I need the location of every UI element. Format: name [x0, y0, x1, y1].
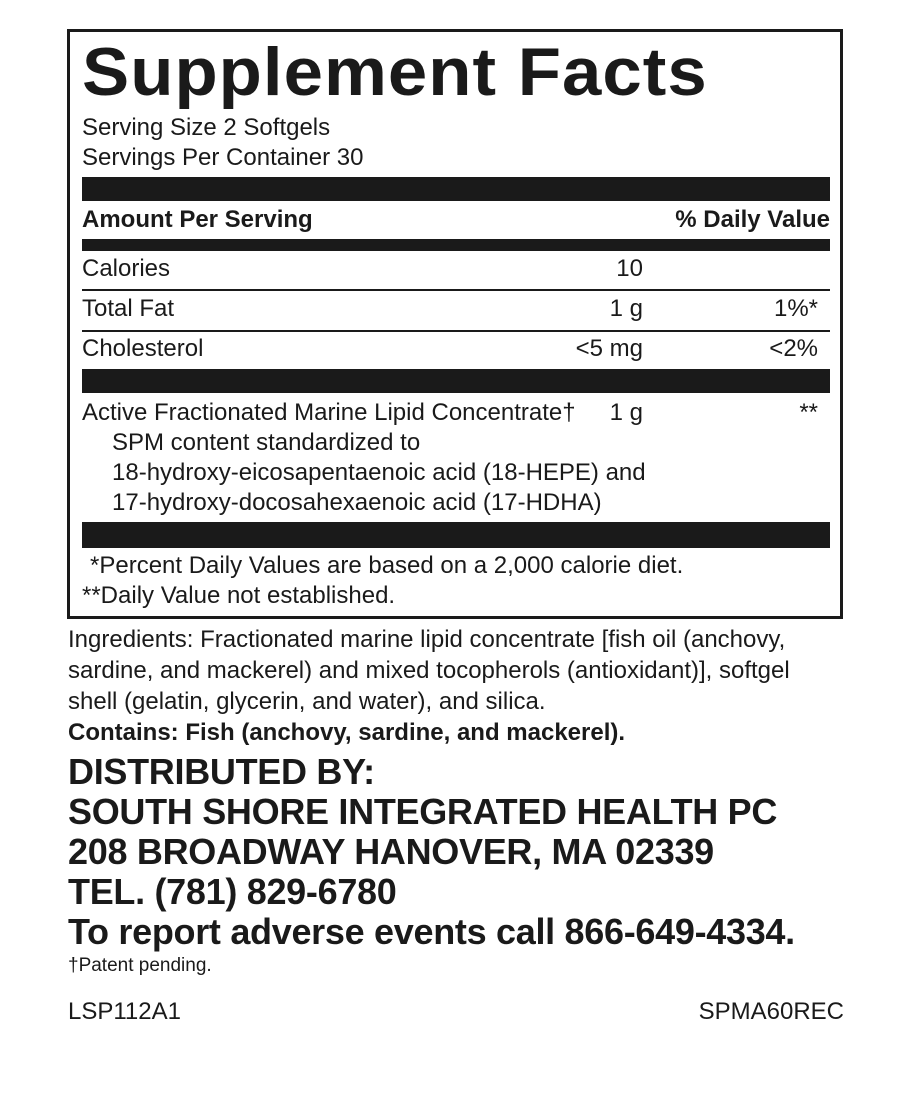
medium-divider [82, 239, 830, 251]
patent-note: †Patent pending. [68, 955, 212, 976]
thick-divider [82, 177, 830, 201]
ingredients-line: Ingredients: Fractionated marine lipid concentrate [fish oil (anchovy, [68, 626, 786, 653]
header-amount-per-serving: Amount Per Serving [82, 206, 313, 233]
serving-size: Serving Size 2 Softgels [82, 114, 331, 141]
active-ingredient-name: Active Fractionated Marine Lipid Concentrate† [82, 399, 576, 426]
footnote-percent-dv: *Percent Daily Values are based on a 2,000 calorie diet. [90, 552, 684, 579]
thick-divider [82, 369, 830, 393]
distributor-line: DISTRIBUTED BY: [68, 751, 375, 792]
row-total-fat-amount: 1 g [609, 295, 643, 322]
row-cholesterol-name: Cholesterol [82, 335, 204, 362]
ingredients-line: shell (gelatin, glycerin, and water), and silica. [68, 688, 546, 715]
footnote-dv-not-established: **Daily Value not established. [82, 582, 396, 609]
active-sub-line: 18-hydroxy-eicosapentaenoic acid (18-HEPE) and [112, 459, 646, 486]
servings-per-container: Servings Per Container 30 [82, 144, 364, 171]
supplement-facts-panel [67, 29, 843, 619]
header-daily-value: % Daily Value [675, 206, 830, 233]
distributor-line: 208 BROADWAY HANOVER, MA 02339 [68, 831, 714, 872]
row-divider [82, 289, 830, 291]
row-calories-name: Calories [82, 255, 171, 282]
row-cholesterol-amount: <5 mg [575, 335, 643, 362]
active-ingredient-amount: 1 g [609, 399, 643, 426]
row-divider [82, 330, 830, 332]
row-cholesterol-dv: <2% [769, 335, 818, 362]
active-sub-line: SPM content standardized to [112, 429, 421, 456]
ingredients-block [68, 624, 838, 748]
distributor-line: SOUTH SHORE INTEGRATED HEALTH PC [68, 791, 778, 832]
active-sub-line: 17-hydroxy-docosahexaenoic acid (17-HDHA) [112, 489, 602, 516]
lot-code-left: LSP112A1 [68, 998, 181, 1025]
ingredients-line: sardine, and mackerel) and mixed tocopherols (antioxidant)], softgel [68, 657, 790, 684]
allergen-contains: Contains: Fish (anchovy, sardine, and mackerel). [68, 719, 626, 746]
lot-code-right: SPMA60REC [698, 998, 844, 1025]
thick-divider [82, 522, 830, 548]
distributor-line: To report adverse events call 866-649-4334. [68, 911, 795, 952]
distributor-line: TEL. (781) 829-6780 [68, 871, 397, 912]
panel-title: Supplement Facts [82, 34, 708, 110]
active-ingredient-dv: ** [799, 399, 818, 426]
row-calories-amount: 10 [616, 255, 643, 282]
row-total-fat-name: Total Fat [82, 295, 175, 322]
row-total-fat-dv: 1%* [773, 295, 818, 322]
distributor-block [68, 752, 838, 952]
